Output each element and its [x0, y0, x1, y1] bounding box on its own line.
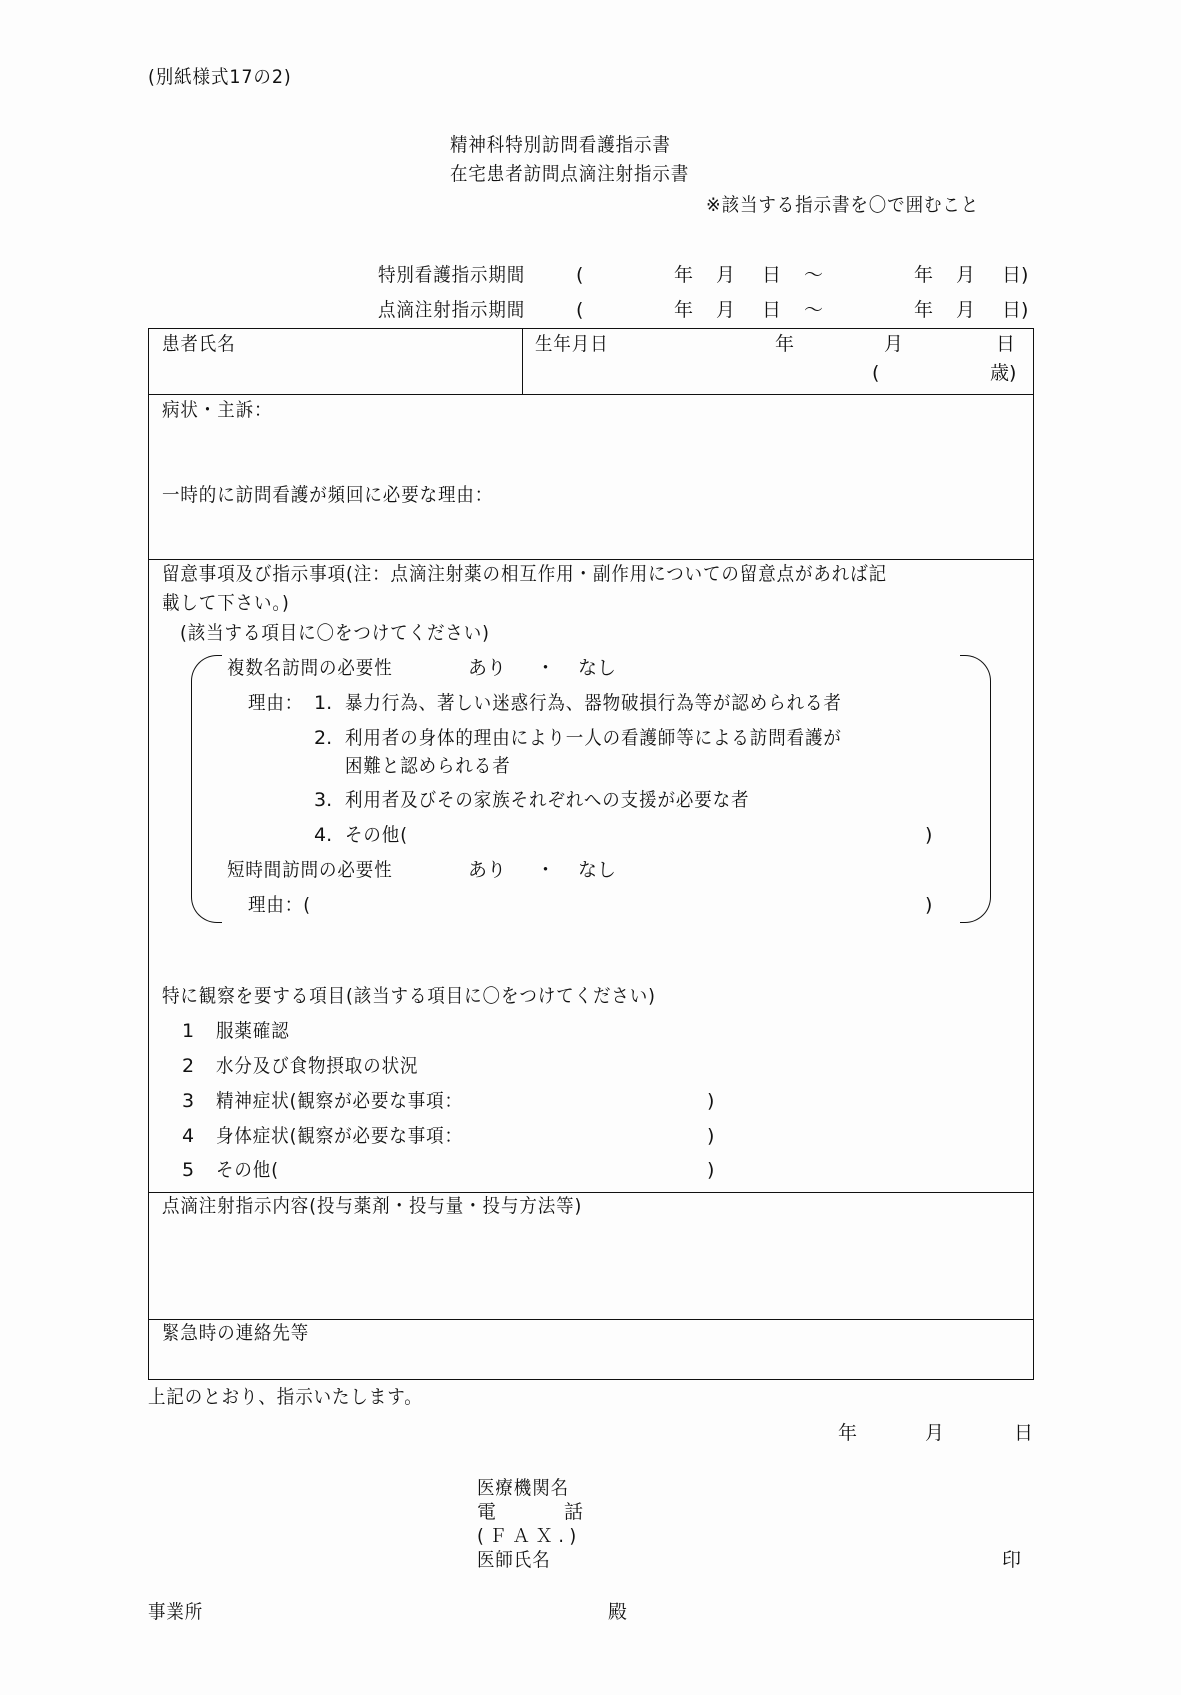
- physical-symptom-field[interactable]: [510, 1123, 705, 1149]
- short-visit-reason-label: 理由：(: [248, 894, 311, 916]
- item-number: 5: [182, 1159, 195, 1181]
- separator-dot: ・: [536, 657, 556, 679]
- birth-day[interactable]: 日: [996, 333, 1016, 355]
- patient-name-label: 患者氏名: [162, 333, 236, 355]
- period-start-day[interactable]: 日: [762, 299, 782, 321]
- table-border-left: [148, 328, 149, 1379]
- date-month[interactable]: 月: [925, 1422, 945, 1444]
- reason-text: 利用者及びその家族それぞれへの支援が必要な者: [345, 789, 750, 811]
- signature-fields[interactable]: [590, 1476, 990, 1576]
- period-tilde: ～: [804, 264, 824, 286]
- item-number: 1: [182, 1020, 195, 1042]
- short-visit-yes[interactable]: あり: [468, 859, 507, 881]
- reason-prefix: 理由：: [248, 692, 304, 714]
- title-psychiatric-visit-nursing: 精神科特別訪問看護指示書: [450, 134, 671, 156]
- period-open: (: [576, 264, 584, 286]
- item-close: ): [707, 1125, 715, 1147]
- item-number: 4: [182, 1125, 195, 1147]
- observation-header: 特に観察を要する項目(該当する項目に〇をつけてください): [162, 985, 656, 1007]
- age-open: (: [872, 362, 880, 384]
- title-home-infusion: 在宅患者訪問点滴注射指示書: [450, 163, 690, 185]
- multi-visit-label: 複数名訪問の必要性: [227, 657, 393, 679]
- period-label: 特別看護指示期間: [378, 264, 526, 286]
- reason-text: その他(: [345, 824, 408, 846]
- table-border-bottom: [148, 1379, 1034, 1380]
- instructions-header-cont: 載して下さい。): [162, 592, 290, 614]
- period-end-month[interactable]: 月: [956, 264, 976, 286]
- multi-visit-no[interactable]: なし: [578, 657, 617, 679]
- short-visit-reason-field[interactable]: [325, 892, 920, 918]
- emergency-contact-label: 緊急時の連絡先等: [162, 1322, 310, 1344]
- symptoms-label: 病状・主訴：: [162, 399, 273, 421]
- other-observation-field[interactable]: [295, 1157, 703, 1183]
- table-border-top: [148, 328, 1034, 329]
- office-label: 事業所: [148, 1601, 204, 1623]
- period-label: 点滴注射指示期間: [378, 299, 526, 321]
- instructions-header: 留意事項及び指示事項(注：点滴注射薬の相互作用・副作用についての留意点があれば記: [162, 563, 888, 585]
- frequent-visit-reason-label: 一時的に訪問看護が頻回に必要な理由：: [162, 484, 494, 506]
- period-tilde: ～: [804, 299, 824, 321]
- infusion-label: 点滴注射指示内容(投与薬剤・投与量・投与方法等): [162, 1195, 583, 1217]
- birth-year[interactable]: 年: [775, 333, 795, 355]
- date-year[interactable]: 年: [838, 1422, 858, 1444]
- item-text: その他(: [216, 1159, 279, 1181]
- table-border: [148, 1319, 1034, 1320]
- fax-label: (ＦＡＸ.): [477, 1525, 582, 1547]
- honorific: 殿: [608, 1601, 628, 1623]
- statement: 上記のとおり、指示いたします。: [148, 1386, 423, 1408]
- emergency-contact-field[interactable]: [162, 1348, 1022, 1374]
- table-border-right: [1033, 328, 1034, 1379]
- period-start-month[interactable]: 月: [716, 264, 736, 286]
- circle-instruction: (該当する項目に〇をつけてください): [180, 622, 490, 644]
- bracket-mask: [956, 660, 966, 916]
- table-divider: [522, 328, 523, 394]
- reason-text-cont: 困難と認められる者: [345, 755, 511, 777]
- table-border: [148, 559, 1034, 560]
- period-end-year[interactable]: 年: [914, 299, 934, 321]
- reason-number: 2.: [314, 727, 333, 749]
- period-end-year[interactable]: 年: [914, 264, 934, 286]
- reason-number: 1.: [314, 692, 333, 714]
- office-name-field[interactable]: [215, 1598, 595, 1624]
- infusion-content-field[interactable]: [162, 1225, 1022, 1313]
- short-visit-no[interactable]: なし: [578, 859, 617, 881]
- multi-visit-yes[interactable]: あり: [468, 657, 507, 679]
- item-number: 3: [182, 1090, 195, 1112]
- other-reason-field[interactable]: [424, 822, 919, 848]
- item-text: 精神症状(観察が必要な事項：: [216, 1090, 463, 1112]
- period-end-day[interactable]: 日): [1002, 264, 1029, 286]
- short-reason-close: ): [925, 894, 933, 916]
- period-start-year[interactable]: 年: [674, 299, 694, 321]
- reason-close: ): [925, 824, 933, 846]
- period-end-day[interactable]: 日): [1002, 299, 1029, 321]
- frequent-visit-reason-field[interactable]: [162, 510, 1022, 554]
- item-close: ): [707, 1159, 715, 1181]
- mental-symptom-field[interactable]: [510, 1088, 705, 1114]
- table-border: [148, 1192, 1034, 1193]
- reason-number: 3.: [314, 789, 333, 811]
- phone-label-2: 話: [564, 1501, 584, 1523]
- separator-dot: ・: [536, 859, 556, 881]
- period-open: (: [576, 299, 584, 321]
- birth-month[interactable]: 月: [884, 333, 904, 355]
- doctor-name-label: 医師氏名: [477, 1549, 551, 1571]
- item-number: 2: [182, 1055, 195, 1077]
- period-end-month[interactable]: 月: [956, 299, 976, 321]
- age-label[interactable]: 歳): [990, 362, 1017, 384]
- patient-name-field[interactable]: [162, 360, 512, 388]
- period-start-month[interactable]: 月: [716, 299, 736, 321]
- period-start-day[interactable]: 日: [762, 264, 782, 286]
- item-text: 身体症状(観察が必要な事項：: [216, 1125, 463, 1147]
- period-start-year[interactable]: 年: [674, 264, 694, 286]
- institution-label: 医療機関名: [477, 1477, 570, 1499]
- seal-mark: 印: [1002, 1549, 1022, 1571]
- item-close: ): [707, 1090, 715, 1112]
- reason-text: 利用者の身体的理由により一人の看護師等による訪問看護が: [345, 727, 842, 749]
- title-note: ※該当する指示書を〇で囲むこと: [706, 194, 980, 216]
- form-number: (別紙様式17の2): [148, 66, 292, 88]
- reason-text: 暴力行為、著しい迷惑行為、器物破損行為等が認められる者: [345, 692, 842, 714]
- birth-date-label: 生年月日: [535, 333, 609, 355]
- short-visit-label: 短時間訪問の必要性: [227, 859, 393, 881]
- table-border: [148, 394, 1034, 395]
- item-text: 服薬確認: [216, 1020, 290, 1042]
- item-text: 水分及び食物摂取の状況: [216, 1055, 419, 1077]
- phone-label-1: 電: [477, 1501, 497, 1523]
- symptoms-field[interactable]: [162, 425, 1022, 475]
- date-day[interactable]: 日: [1014, 1422, 1034, 1444]
- bracket-mask: [215, 660, 225, 916]
- reason-number: 4.: [314, 824, 333, 846]
